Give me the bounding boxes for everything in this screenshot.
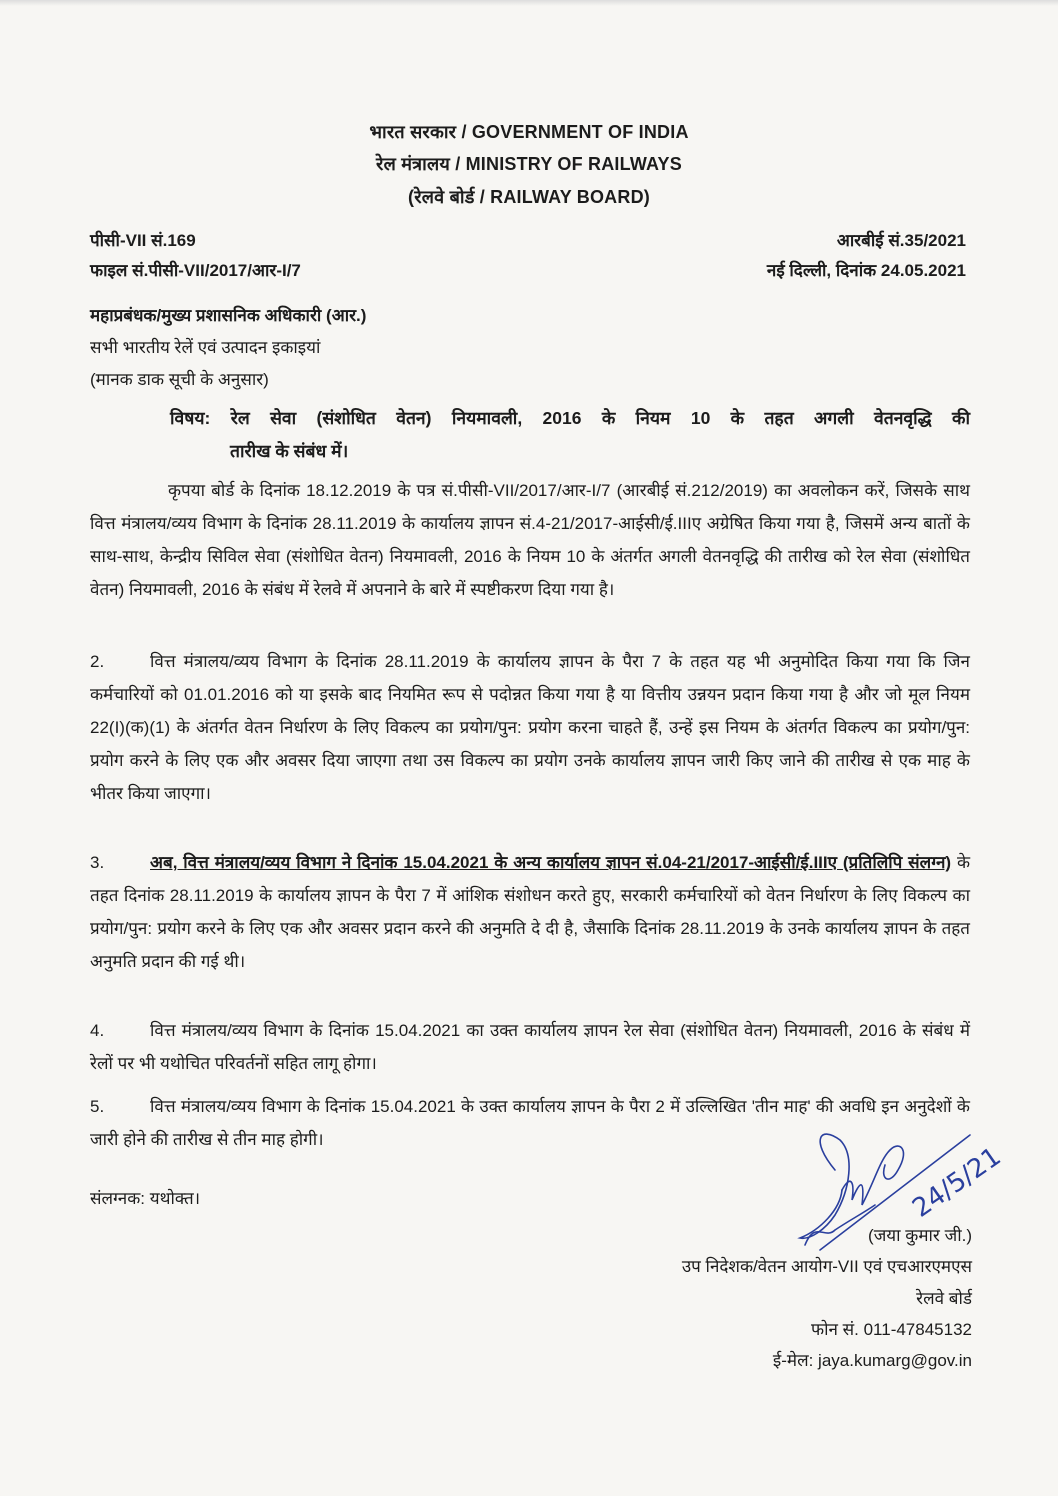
subject bbox=[170, 402, 970, 468]
signatory-email: ई-मेल: jaya.kumarg@gov.in bbox=[772, 1351, 972, 1370]
pc-number: पीसी-VII सं.169 bbox=[90, 231, 196, 250]
signatory-phone: फोन सं. 011-47845132 bbox=[810, 1320, 972, 1339]
signatory-name: (जया कुमार जी.) bbox=[868, 1226, 972, 1245]
scan-edge bbox=[0, 0, 1058, 6]
signatory-office: रेलवे बोर्ड bbox=[916, 1289, 972, 1308]
paragraph-4-text: वित्त मंत्रालय/व्यय विभाग के दिनांक 15.04.2021 का उक्त कार्यालय ज्ञापन रेल सेवा (संशोधित वेतन) नियमावली, 2016 के संबंध में रेलों पर भी यथोचित परिवर्तनों सहित लागू होगा। bbox=[90, 1021, 970, 1073]
paragraph-3-text: के तहत दिनांक 28.11.2019 के कार्यालय ज्ञापन के पैरा 7 में आंशिक संशोधन करते हुए, सरकारी कर्मचारियों को वेतन निर्धारण के लिए विकल्प का प्रयोग/पुन: प्रयोग करने के लिए एक और अवसर प्रदान करने की अनुमति दे दी है, जैसाकि दिनांक 28.11.2019 के उनके कार्यालय ज्ञापन के तहत अनुमति प्रदान की गई थी। bbox=[90, 853, 970, 971]
paragraph-5-text: वित्त मंत्रालय/व्यय विभाग के दिनांक 15.04.2021 के उक्त कार्यालय ज्ञापन के पैरा 2 में उल्लिखित 'तीन माह' की अवधि इन अनुदेशों के जारी होने की तारीख से तीन माह होगी। bbox=[90, 1097, 970, 1149]
subject-line-1: विषय: रेल सेवा (संशोधित वेतन) नियमावली, 2016 के नियम 10 के तहत अगली वेतनवृद्धि की bbox=[170, 408, 970, 428]
header-ministry: रेल मंत्रालय / MINISTRY OF RAILWAYS bbox=[376, 154, 682, 174]
place-date: नई दिल्ली, दिनांक 24.05.2021 bbox=[766, 261, 966, 280]
subject-line-2: तारीख के संबंध में। bbox=[230, 441, 349, 461]
paragraph-number: 3. bbox=[90, 853, 105, 872]
paragraph-number: 2. bbox=[90, 652, 105, 671]
signatory-designation: उप निदेशक/वेतन आयोग-VII एवं एचआरएमएस bbox=[681, 1257, 972, 1276]
addressee-line-2: सभी भारतीय रेलें एवं उत्पादन इकाइयां bbox=[90, 338, 321, 357]
paragraph-number: 4. bbox=[90, 1021, 105, 1040]
paragraph-number: 5. bbox=[90, 1097, 105, 1116]
header-government: भारत सरकार / GOVERNMENT OF INDIA bbox=[369, 122, 689, 142]
paragraph-2 bbox=[90, 645, 970, 810]
enclosure: संलग्नक: यथोक्त। bbox=[90, 1189, 201, 1208]
rbe-number: आरबीई सं.35/2021 bbox=[836, 231, 966, 250]
file-number: फाइल सं.पीसी-VII/2017/आर-I/7 bbox=[90, 261, 301, 280]
paragraph-1-text: कृपया बोर्ड के दिनांक 18.12.2019 के पत्र सं.पीसी-VII/2017/आर-I/7 (आरबीई सं.212/2019) का अवलोकन करें, जिसके साथ वित्त मंत्रालय/व्यय विभाग के दिनांक 28.11.2019 के कार्यालय ज्ञापन सं.4-21/2017-आईसी/ई.IIIए अग्रेषित किया गया है, जिसमें अन्य बातों के साथ-साथ, केन्द्रीय सिविल सेवा (संशोधित वेतन) नियमावली, 2016 के नियम 10 के अंतर्गत अगली वेतनवृद्धि की तारीख को रेल सेवा (संशोधित वेतन) नियमावली, 2016 के संबंध में रेलवे में अपनाने के बारे में स्पष्टीकरण दिया गया है। bbox=[90, 481, 970, 599]
addressee-line-1: महाप्रबंधक/मुख्य प्रशासनिक अधिकारी (आर.) bbox=[90, 306, 367, 325]
addressee-line-3: (मानक डाक सूची के अनुसार) bbox=[90, 370, 269, 389]
paragraph-4 bbox=[90, 1014, 970, 1080]
paragraph-3 bbox=[90, 846, 970, 978]
memo-reference-underlined: अब, वित्त मंत्रालय/व्यय विभाग ने दिनांक 15.04.2021 के अन्य कार्यालय ज्ञापन सं.04-21/2017-आईसी/ई.IIIए (प्रतिलिपि संलग्न) bbox=[150, 853, 952, 872]
paragraph-1 bbox=[90, 474, 970, 606]
paragraph-2-text: वित्त मंत्रालय/व्यय विभाग के दिनांक 28.11.2019 के कार्यालय ज्ञापन के पैरा 7 के तहत यह भी अनुमोदित किया गया कि जिन कर्मचारियों को 01.01.2016 को या इसके बाद नियमित रूप से पदोन्नत किया गया है या वित्तीय उन्नयन प्रदान किया गया है और जो मूल नियम 22(I)(क)(1) के अंतर्गत वेतन निर्धारण के लिए विकल्प का प्रयोग/पुन: प्रयोग करना चाहते हैं, उन्हें इस नियम के अंतर्गत विकल्प का प्रयोग/पुन: प्रयोग करने के लिए एक और अवसर दिया जाएगा तथा उस विकल्प का प्रयोग उनके कार्यालय ज्ञापन जारी किए जाने की तारीख से एक माह के भीतर किया जाएगा। bbox=[90, 652, 970, 803]
svg-text:24/5/21: 24/5/21 bbox=[907, 1141, 1007, 1224]
header-board: (रेलवे बोर्ड / RAILWAY BOARD) bbox=[408, 187, 650, 207]
